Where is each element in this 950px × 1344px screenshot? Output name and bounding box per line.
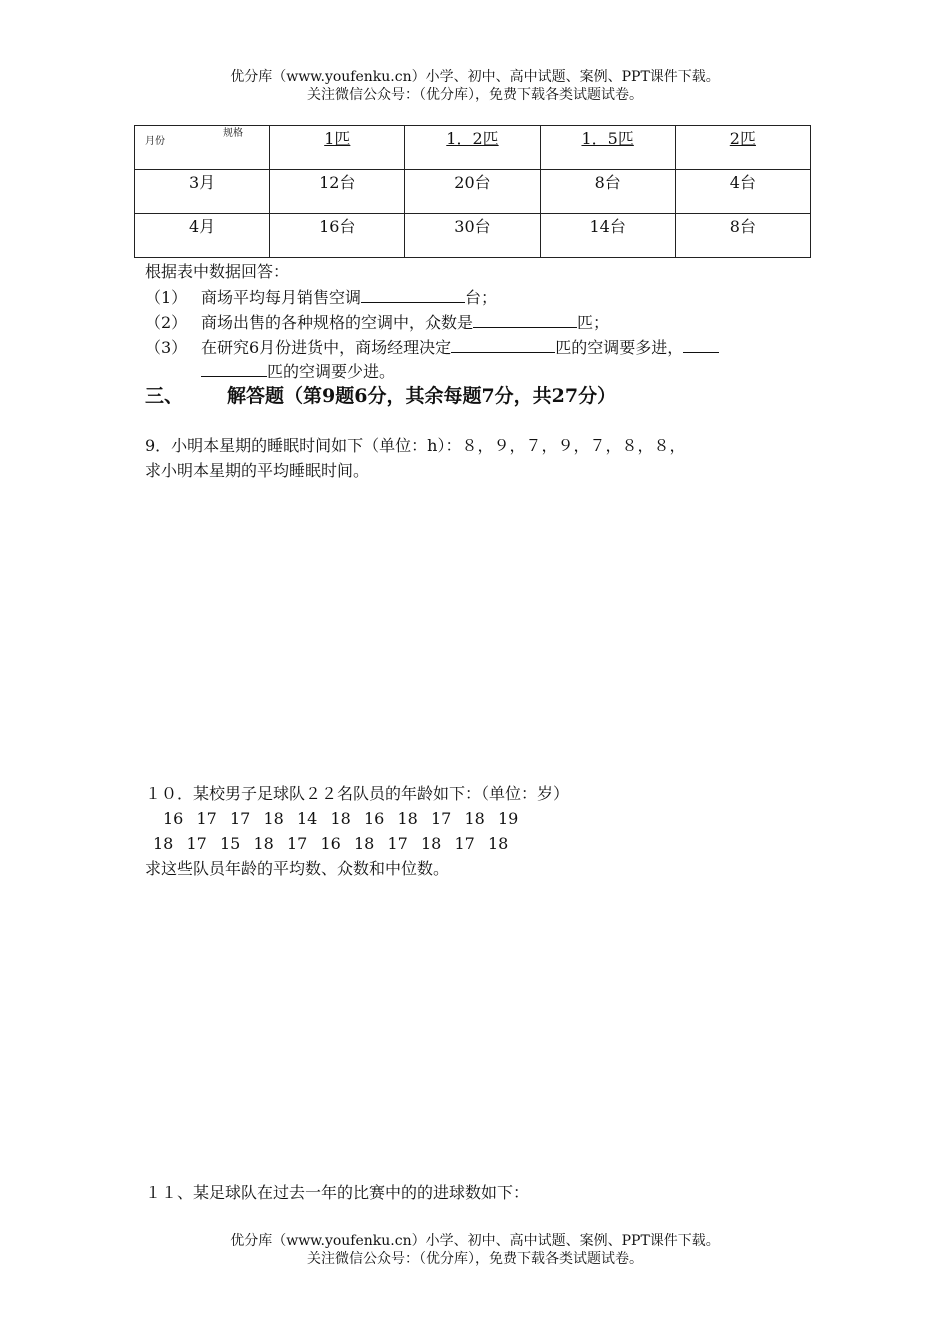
table-cell: 4台 [675,170,810,214]
page-header [0,68,950,104]
answer-blank[interactable] [451,336,555,353]
question-10-ask: 求这些队员年龄的平均数、众数和中位数。 [145,859,450,878]
sales-table [134,125,811,258]
question-10-title: １０．某校男子足球队２２名队员的年龄如下：（单位：岁） [145,784,570,803]
column-header: 1匹 [270,126,405,170]
question-2: （2） 商场出售的各种规格的空调中，众数是 匹； [145,313,610,332]
answer-blank[interactable] [473,311,577,328]
page-footer [0,1232,950,1268]
table-cell: 14台 [540,214,675,258]
question-9-line-1: 9．小明本星期的睡眠时间如下（单位：h）：８，９，７，９，７，８，８， [145,436,686,455]
header-line-2: 关注微信公众号：（优分库），免费下载各类试题试卷。 [307,87,643,103]
table-cell: 12台 [270,170,405,214]
footer-line-2: 关注微信公众号：（优分库），免费下载各类试题试卷。 [307,1251,643,1267]
question-9-line-2: 求小明本星期的平均睡眠时间。 [145,461,370,480]
row-month: 4月 [135,214,270,258]
table-cell: 30台 [405,214,540,258]
column-header: 2匹 [675,126,810,170]
ages-row-2: 18 17 15 18 17 16 18 17 18 17 18 [153,834,509,853]
column-header: 1．5匹 [540,126,675,170]
row-month: 3月 [135,170,270,214]
column-header: 1．2匹 [405,126,540,170]
intro-text: 根据表中数据回答： [145,262,290,281]
table-row [135,170,811,214]
question-3-continued: 匹的空调要少进。 [201,360,395,383]
question-1: （1） 商场平均每月销售空调 台； [145,288,498,307]
corner-spec-label: 规格 [223,128,243,139]
question-11-title: １１、某足球队在过去一年的比赛中的的进球数如下： [145,1183,530,1202]
corner-month-label: 月份 [145,136,165,147]
table-header-row [135,126,811,170]
table-row [135,214,811,258]
header-line-1: 优分库（www.youfenku.cn）小学、初中、高中试题、案例、PPT课件下载。 [230,69,720,85]
table-corner-cell [135,126,270,170]
table-cell: 16台 [270,214,405,258]
table-cell: 8台 [675,214,810,258]
answer-blank[interactable] [201,360,267,377]
table-cell: 20台 [405,170,540,214]
table-cell: 8台 [540,170,675,214]
answer-blank[interactable] [683,336,719,353]
question-3: （3） 在研究6月份进货中，商场经理决定 匹的空调要多进， [145,336,719,359]
answer-blank[interactable] [361,286,465,303]
footer-line-1: 优分库（www.youfenku.cn）小学、初中、高中试题、案例、PPT课件下载。 [230,1233,720,1249]
ages-row-1: 16 17 17 18 14 18 16 18 17 18 19 [163,809,519,828]
section-title: 三、 解答题（第9题6分，其余每题7分，共27分） [145,385,617,407]
